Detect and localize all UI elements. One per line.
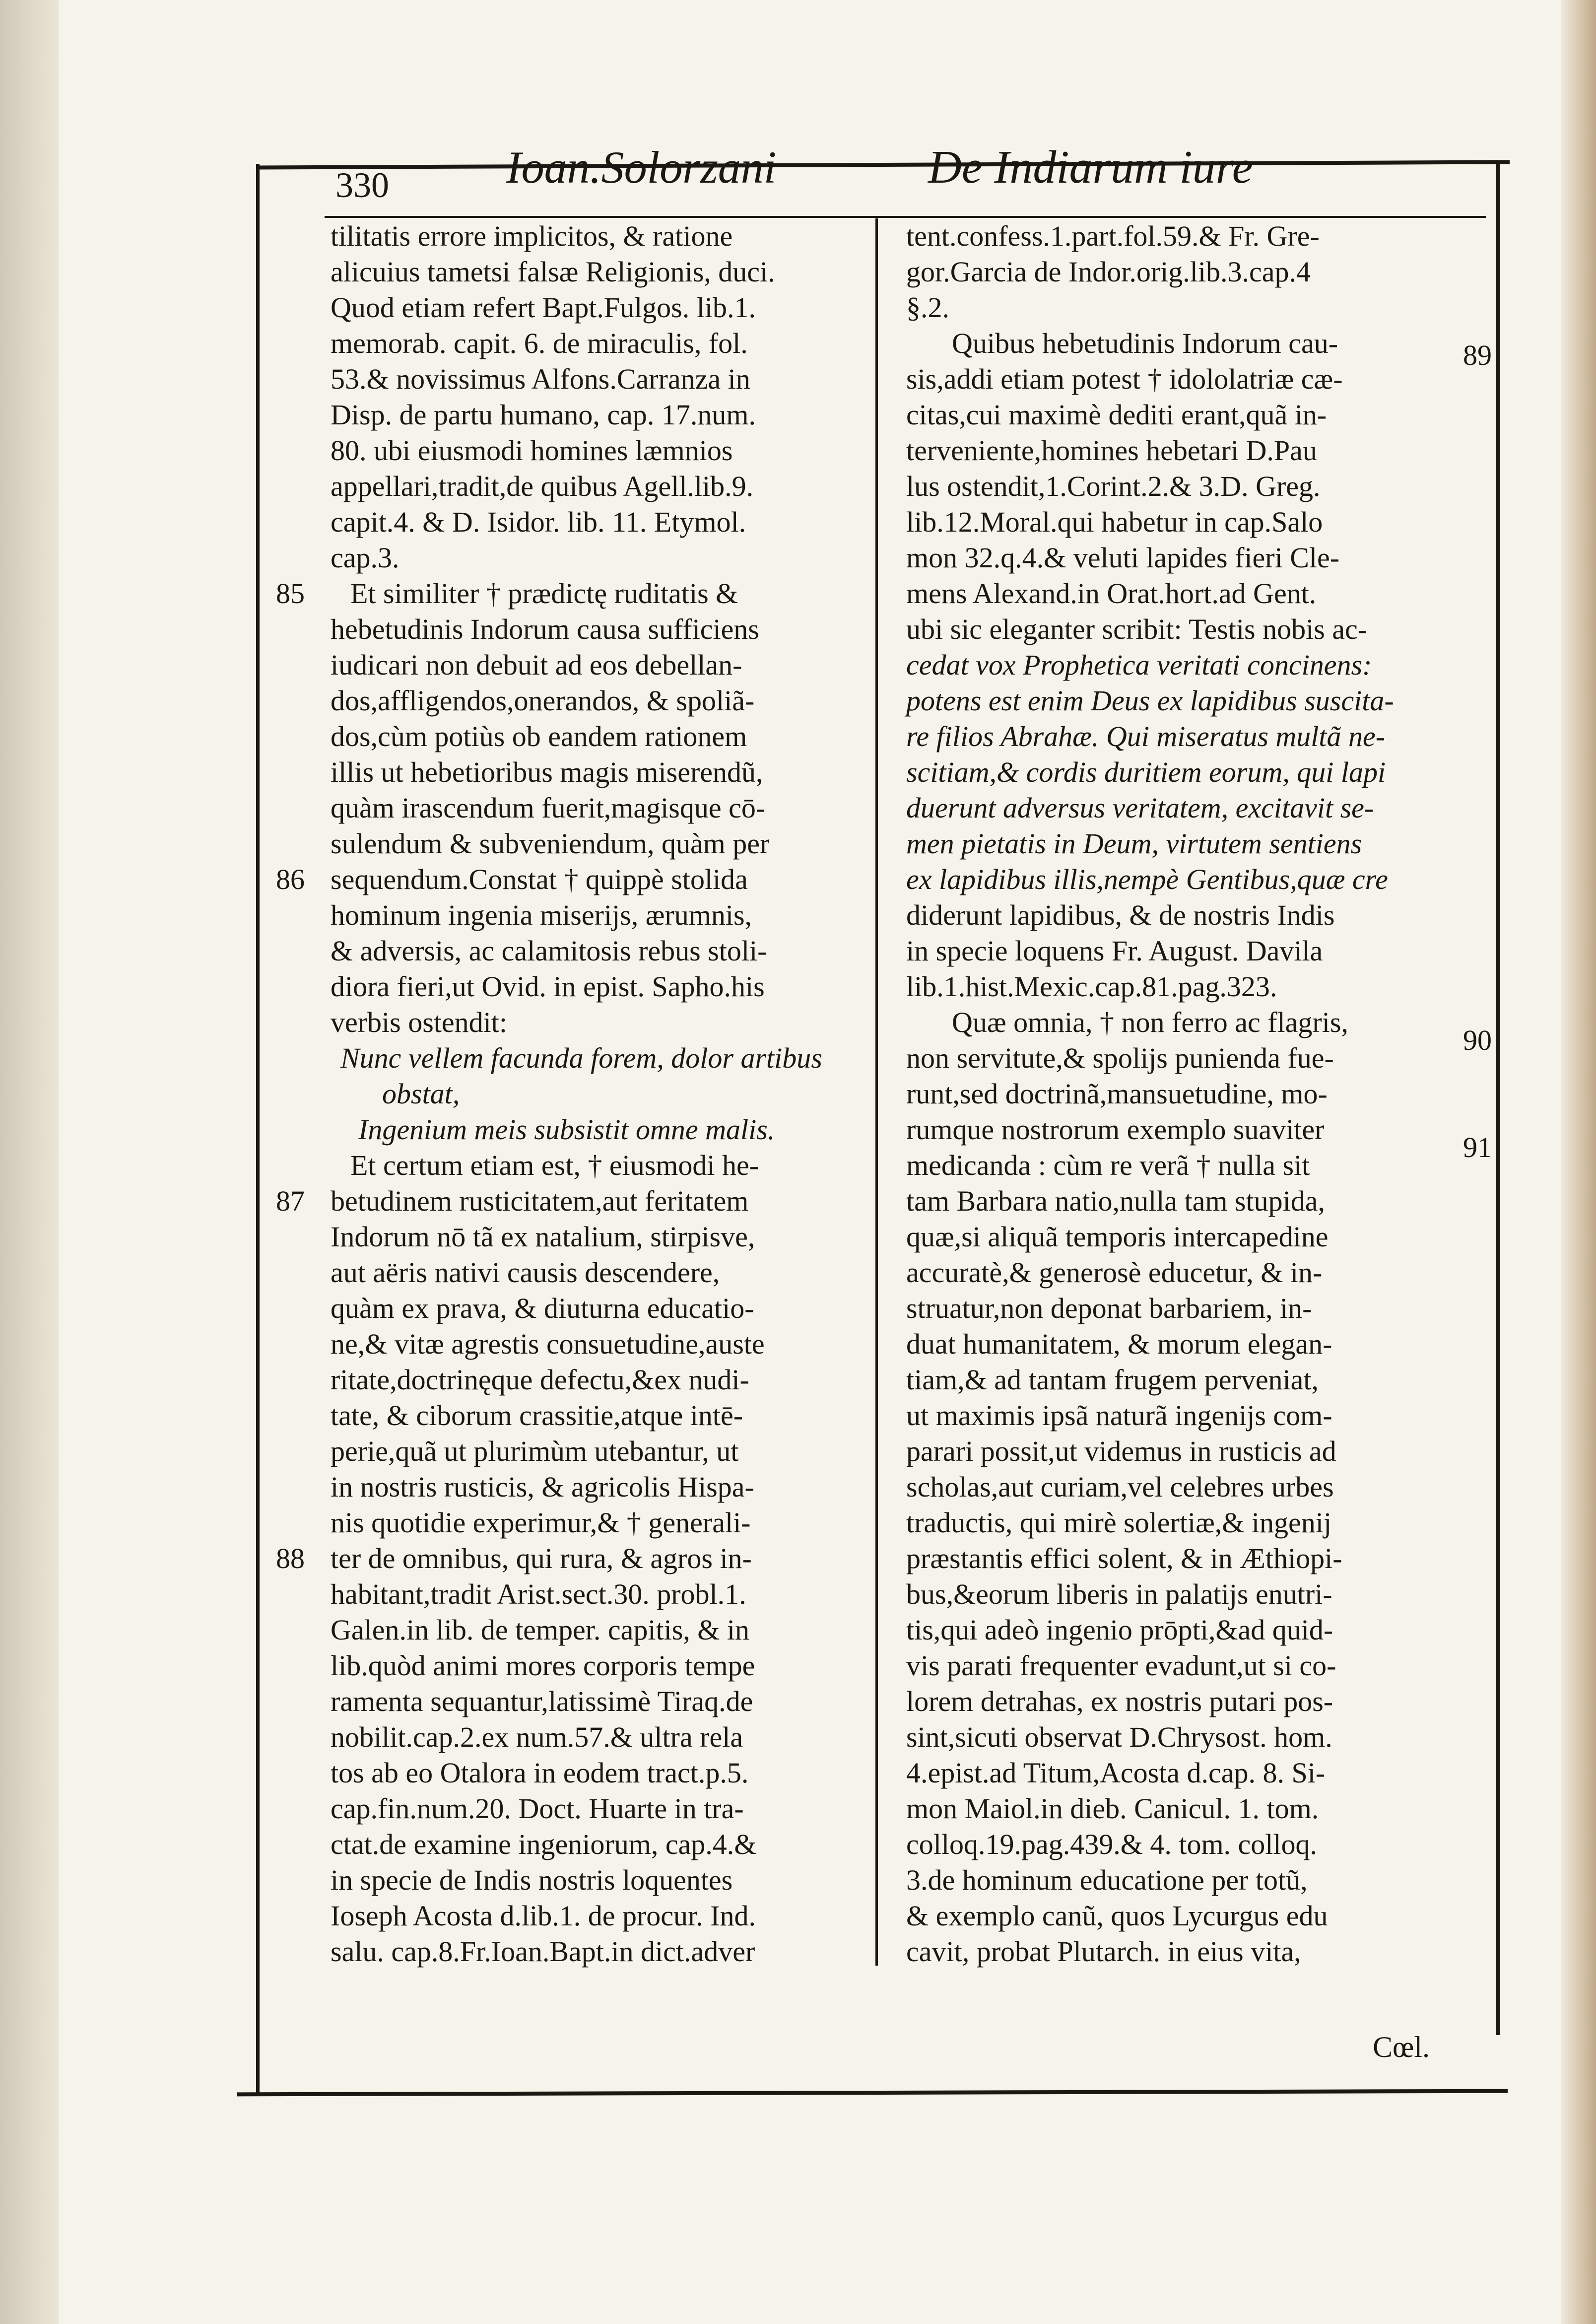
verse-line: obstat, bbox=[382, 1078, 460, 1110]
text-line: memorab. capit. 6. de miraculis, fol. bbox=[331, 327, 748, 359]
text-line: alicuius tametsi falsæ Religionis, duci. bbox=[331, 256, 775, 288]
text-line: perie,quã ut plurimùm utebantur, ut bbox=[331, 1435, 739, 1467]
text-line: Quod etiam refert Bapt.Fulgos. lib.1. bbox=[331, 291, 756, 324]
text-line: cap.3. bbox=[331, 542, 399, 574]
italic-quote-line: cedat vox Prophetica veritati concinens: bbox=[906, 649, 1372, 681]
italic-quote-line: potens est enim Deus ex lapidibus suscita- bbox=[906, 684, 1394, 717]
text-line: capit.4. & D. Isidor. lib. 11. Etymol. bbox=[331, 506, 746, 538]
margin-number-91: 91 bbox=[1463, 1131, 1492, 1163]
text-line: in nostris rusticis, & agricolis Hispa- bbox=[331, 1471, 754, 1503]
text-line: §.2. bbox=[906, 291, 949, 324]
text-line: in specie loquens Fr. August. Davila bbox=[906, 935, 1323, 967]
page-number: 330 bbox=[335, 165, 389, 205]
text-line: traductis, qui mirè solertiæ,& ingenij bbox=[906, 1506, 1331, 1539]
text-line: hebetudinis Indorum causa sufficiens bbox=[331, 613, 759, 645]
text-line: rumque nostrorum exemplo suaviter bbox=[906, 1113, 1325, 1146]
text-line: runt,sed doctrinã,mansuetudine, mo- bbox=[906, 1078, 1328, 1110]
text-line: non servitute,& spolijs punienda fue- bbox=[906, 1042, 1334, 1074]
text-line: mon Maiol.in dieb. Canicul. 1. tom. bbox=[906, 1792, 1319, 1825]
margin-number-90: 90 bbox=[1463, 1024, 1492, 1056]
italic-quote-line: men pietatis in Deum, virtutem sentiens bbox=[906, 827, 1362, 860]
catchword: Cœl. bbox=[1373, 2031, 1430, 2063]
frame-rule-left bbox=[256, 164, 260, 2095]
italic-quote-line: ex lapidibus illis,nempè Gentibus,quæ cre bbox=[906, 863, 1388, 895]
text-line: nobilit.cap.2.ex num.57.& ultra rela bbox=[331, 1721, 743, 1753]
text-line: & exemplo canũ, quos Lycurgus edu bbox=[906, 1900, 1328, 1932]
margin-number-85: 85 bbox=[276, 577, 305, 610]
text-line: quàm ex prava, & diuturna educatio- bbox=[331, 1292, 754, 1324]
text-line: tos ab eo Otalora in eodem tract.p.5. bbox=[331, 1757, 749, 1789]
text-line: nis quotidie experimur,& † generali- bbox=[331, 1506, 751, 1539]
text-line: ubi sic eleganter scribit: Testis nobis ac- bbox=[906, 613, 1368, 645]
text-line: tiam,& ad tantam frugem perveniat, bbox=[906, 1364, 1319, 1396]
text-line: Quæ omnia, † non ferro ac flagris, bbox=[952, 1006, 1348, 1038]
text-line: ter de omnibus, qui rura, & agros in- bbox=[331, 1542, 752, 1574]
text-line: gor.Garcia de Indor.orig.lib.3.cap.4 bbox=[906, 256, 1311, 288]
text-line: colloq.19.pag.439.& 4. tom. colloq. bbox=[906, 1828, 1318, 1860]
text-line: bus,&eorum liberis in palatijs enutri- bbox=[906, 1578, 1332, 1610]
text-line: tis,qui adeò ingenio prōpti,&ad quid- bbox=[906, 1614, 1333, 1646]
text-line: Indorum nō tã ex natalium, stirpisve, bbox=[331, 1221, 755, 1253]
text-line: iudicari non debuit ad eos debellan- bbox=[331, 649, 742, 681]
running-head-title: De Indiarum iure bbox=[928, 141, 1253, 193]
right-text-column bbox=[906, 218, 1487, 1970]
text-line: & adversis, ac calamitosis rebus stoli- bbox=[331, 935, 767, 967]
text-line: verbis ostendit: bbox=[331, 1006, 508, 1038]
text-line: 4.epist.ad Titum,Acosta d.cap. 8. Si- bbox=[906, 1757, 1326, 1789]
text-line: citas,cui maximè dediti erant,quã in- bbox=[906, 399, 1327, 431]
text-line: lib.1.hist.Mexic.cap.81.pag.323. bbox=[906, 970, 1277, 1003]
text-line: scholas,aut curiam,vel celebres urbes bbox=[906, 1471, 1334, 1503]
italic-quote-line: re filios Abrahæ. Qui miseratus multã ne- bbox=[906, 720, 1386, 752]
text-line: appellari,tradit,de quibus Agell.lib.9. bbox=[331, 470, 754, 502]
margin-number-89: 89 bbox=[1463, 339, 1492, 371]
header-rule bbox=[325, 216, 1486, 218]
text-line: tam Barbara natio,nulla tam stupida, bbox=[906, 1185, 1325, 1217]
text-line: ctat.de examine ingeniorum, cap.4.& bbox=[331, 1828, 757, 1860]
text-line: Disp. de partu humano, cap. 17.num. bbox=[331, 399, 756, 431]
text-line: sis,addi etiam potest † idololatriæ cæ- bbox=[906, 363, 1343, 395]
text-line: sulendum & subveniendum, quàm per bbox=[331, 827, 770, 860]
italic-quote-line: scitiam,& cordis duritiem eorum, qui lapi bbox=[906, 756, 1386, 788]
text-line: lorem detrahas, ex nostris putari pos- bbox=[906, 1685, 1333, 1717]
text-line: 53.& novissimus Alfons.Carranza in bbox=[331, 363, 750, 395]
text-line: Et similiter † prædictę ruditatis & bbox=[350, 577, 738, 610]
text-line: accuratè,& generosè educetur, & in- bbox=[906, 1256, 1323, 1289]
text-line: ut maximis ipsã naturã ingenijs com- bbox=[906, 1399, 1332, 1432]
text-line: mens Alexand.in Orat.hort.ad Gent. bbox=[906, 577, 1317, 610]
text-line: aut aëris nativi causis descendere, bbox=[331, 1256, 720, 1289]
text-line: duat humanitatem, & morum elegan- bbox=[906, 1328, 1332, 1360]
text-line: tilitatis errore implicitos, & ratione bbox=[331, 220, 733, 252]
text-line: tate, & ciborum crassitie,atque intē- bbox=[331, 1399, 743, 1432]
text-line: mon 32.q.4.& veluti lapides fieri Cle- bbox=[906, 542, 1340, 574]
text-line: lib.quòd animi mores corporis tempe bbox=[331, 1649, 755, 1682]
text-line: illis ut hebetioribus magis miserendũ, bbox=[331, 756, 763, 788]
text-line: dos,cùm potiùs ob eandem rationem bbox=[331, 720, 747, 752]
scan-page-edge bbox=[1561, 0, 1596, 2324]
text-line: 80. ubi eiusmodi homines læmnios bbox=[331, 434, 733, 467]
text-line: terveniente,homines hebetari D.Pau bbox=[906, 434, 1317, 467]
text-line: Galen.in lib. de temper. capitis, & in bbox=[331, 1614, 750, 1646]
text-line: quæ,si aliquã temporis intercapedine bbox=[906, 1221, 1329, 1253]
text-line: ramenta sequantur,latissimè Tiraq.de bbox=[331, 1685, 753, 1717]
text-line: Et certum etiam est, † eiusmodi he- bbox=[350, 1149, 759, 1181]
scan-binding-edge bbox=[0, 0, 59, 2324]
text-line: lus ostendit,1.Corint.2.& 3.D. Greg. bbox=[906, 470, 1321, 502]
verse-line: Ingenium meis subsistit omne malis. bbox=[358, 1113, 775, 1146]
text-line: ne,& vitæ agrestis consuetudine,auste bbox=[331, 1328, 765, 1360]
text-line: cavit, probat Plutarch. in eius vita, bbox=[906, 1935, 1301, 1968]
text-line: tent.confess.1.part.fol.59.& Fr. Gre- bbox=[906, 220, 1320, 252]
text-line: betudinem rusticitatem,aut feritatem bbox=[331, 1185, 749, 1217]
text-line: lib.12.Moral.qui habetur in cap.Salo bbox=[906, 506, 1323, 538]
text-line: Ioseph Acosta d.lib.1. de procur. Ind. bbox=[331, 1900, 756, 1932]
text-line: hominum ingenia miserijs, ærumnis, bbox=[331, 899, 752, 931]
frame-rule-right bbox=[1496, 164, 1500, 2035]
verse-line: Nunc vellem facunda forem, dolor artibus bbox=[340, 1042, 822, 1074]
text-line: cap.fin.num.20. Doct. Huarte in tra- bbox=[331, 1792, 744, 1825]
text-line: præstantis effici solent, & in Æthiopi- bbox=[906, 1542, 1342, 1574]
running-head-author: Ioan.Solorzani bbox=[506, 142, 777, 193]
text-line: parari possit,ut videmus in rusticis ad bbox=[906, 1435, 1336, 1467]
left-text-column bbox=[331, 218, 875, 1970]
text-line: vis parati frequenter evadunt,ut si co- bbox=[906, 1649, 1336, 1682]
text-line: 3.de hominum educatione per totũ, bbox=[906, 1864, 1308, 1896]
text-line: sint,sicuti observat D.Chrysost. hom. bbox=[906, 1721, 1332, 1753]
text-line: Quibus hebetudinis Indorum cau- bbox=[952, 327, 1338, 359]
text-line: salu. cap.8.Fr.Ioan.Bapt.in dict.adver bbox=[331, 1935, 755, 1968]
text-line: medicanda : cùm re verã † nulla sit bbox=[906, 1149, 1310, 1181]
text-line: habitant,tradit Arist.sect.30. probl.1. bbox=[331, 1578, 746, 1610]
text-line: ritate,doctrinęque defectu,&ex nudi- bbox=[331, 1364, 749, 1396]
text-line: dos,affligendos,onerandos, & spoliã- bbox=[331, 684, 755, 717]
margin-number-87: 87 bbox=[276, 1185, 305, 1217]
text-line: diora fieri,ut Ovid. in epist. Sapho.his bbox=[331, 970, 765, 1003]
text-line: struatur,non deponat barbariem, in- bbox=[906, 1292, 1312, 1324]
margin-number-88: 88 bbox=[276, 1542, 305, 1574]
text-line: diderunt lapidibus, & de nostris Indis bbox=[906, 899, 1335, 931]
text-line: in specie de Indis nostris loquentes bbox=[331, 1864, 733, 1896]
italic-quote-line: duerunt adversus veritatem, excitavit se- bbox=[906, 792, 1374, 824]
text-line: quàm irascendum fuerit,magisque cō- bbox=[331, 792, 766, 824]
text-line: sequendum.Constat † quippè stolida bbox=[331, 863, 748, 895]
column-divider bbox=[875, 218, 878, 1966]
margin-number-86: 86 bbox=[276, 863, 305, 895]
